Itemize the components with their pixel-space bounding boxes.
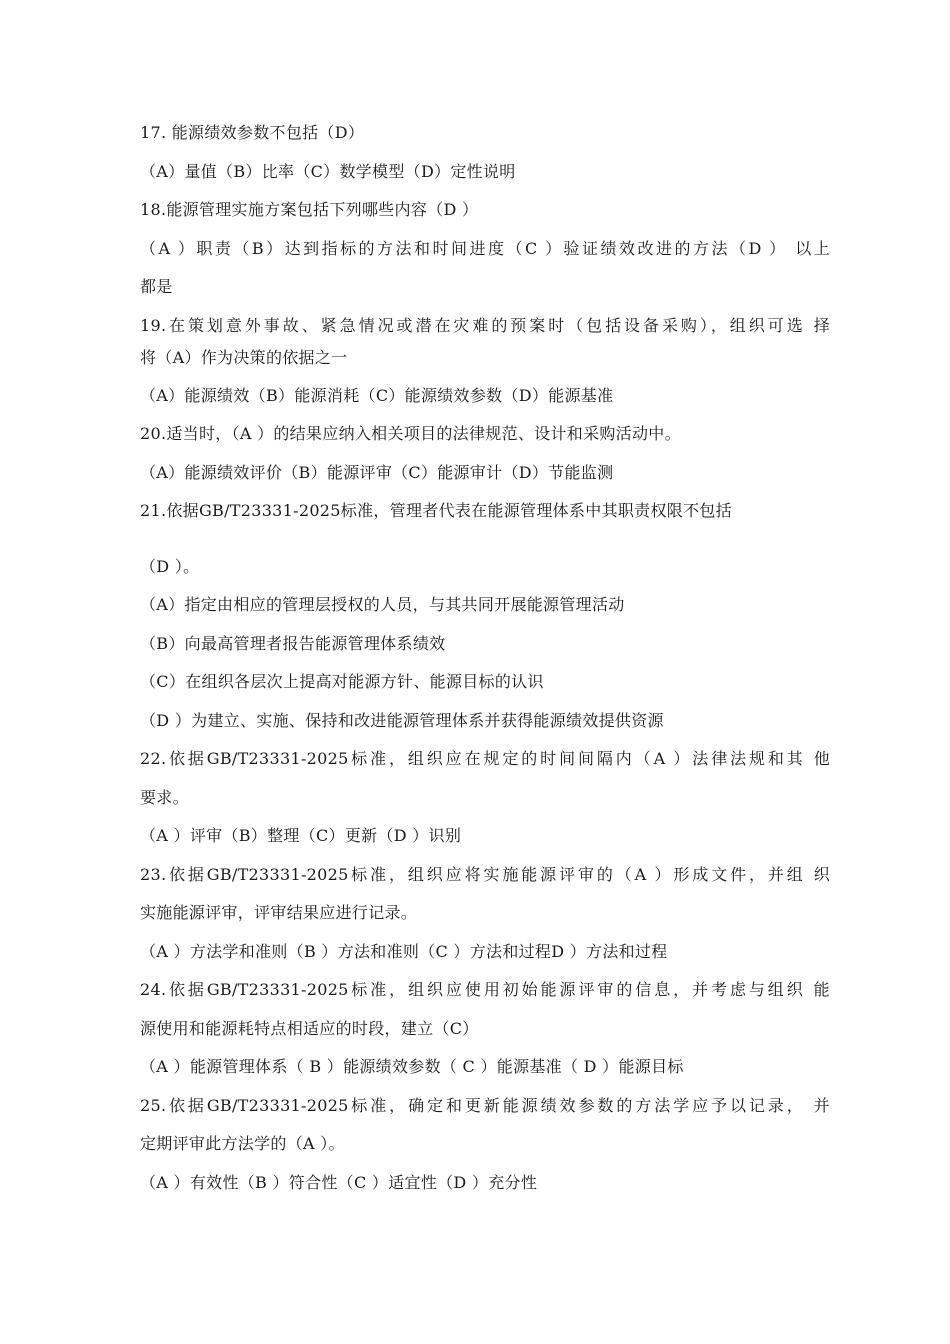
question-25-options: （A ）有效性（B ）符合性（C ）适宜性（D ）充分性 — [140, 1173, 538, 1192]
question-24-options: （A ）能源管理体系（ B ）能源绩效参数（ C ）能源基准（ D ）能源目标 — [140, 1057, 684, 1076]
question-21-option-b: （B）向最高管理者报告能源管理体系绩效 — [140, 634, 446, 653]
question-21-stem: 21.依据GB/T23331-2025标准，管理者代表在能源管理体系中其职责权限不包括 — [140, 501, 732, 520]
question-17-stem: 17. 能源绩效参数不包括（D） — [140, 123, 365, 142]
question-22-options: （A ）评审（B）整理（C）更新（D ）识别 — [140, 826, 462, 845]
question-23-options: （A ）方法学和准则（B ）方法和准则（C ）方法和过程D ）方法和过程 — [140, 942, 668, 961]
question-22-stem-continued: 要求。 — [140, 788, 189, 807]
question-21-stem-continued: （D ）。 — [140, 557, 200, 576]
question-17-options: （A）量值（B）比率（C）数学模型（D）定性说明 — [140, 162, 516, 181]
question-25-stem-continued: 定期评审此方法学的（A ）。 — [140, 1134, 345, 1153]
question-24-stem-continued: 源使用和能源耗特点相适应的时段，建立（C） — [140, 1019, 479, 1038]
question-24-stem: 24.依据GB/T23331-2025标准，组织应使用初始能源评审的信息，并考虑与组织 能 — [140, 980, 830, 999]
question-18-options: （A ）职责（B）达到指标的方法和时间进度（C ）验证绩效改进的方法（D ） 以上 — [140, 239, 830, 258]
question-18-stem: 18.能源管理实施方案包括下列哪些内容（D ） — [140, 200, 479, 219]
question-19-stem-continued: 将（A）作为决策的依据之一 — [140, 348, 348, 367]
question-22-stem: 22.依据GB/T23331-2025标准，组织应在规定的时间间隔内（A ）法律法规和其 他 — [140, 749, 830, 768]
question-21-option-c: （C）在组织各层次上提高对能源方针、能源目标的认识 — [140, 672, 544, 691]
question-18-options-continued: 都是 — [140, 277, 173, 296]
question-19-options: （A）能源绩效（B）能源消耗（C）能源绩效参数（D）能源基准 — [140, 386, 614, 405]
question-19-stem: 19.在策划意外事故、紧急情况或潜在灾难的预案时（包括设备采购），组织可选 择 — [140, 316, 830, 335]
question-23-stem: 23.依据GB/T23331-2025标准，组织应将实施能源评审的（A ）形成文件，并组 织 — [140, 865, 830, 884]
question-23-stem-continued: 实施能源评审，评审结果应进行记录。 — [140, 903, 418, 922]
question-21-option-a: （A）指定由相应的管理层授权的人员，与其共同开展能源管理活动 — [140, 595, 625, 614]
question-20-options: （A）能源绩效评价（B）能源评审（C）能源审计（D）节能监测 — [140, 463, 614, 482]
question-25-stem: 25.依据GB/T23331-2025标准，确定和更新能源绩效参数的方法学应予以记录， 并 — [140, 1096, 830, 1115]
question-21-option-d: （D ）为建立、实施、保持和改进能源管理体系并获得能源绩效提供资源 — [140, 711, 664, 730]
question-20-stem: 20.适当时，（A ）的结果应纳入相关项目的法律规范、设计和采购活动中。 — [140, 424, 681, 443]
